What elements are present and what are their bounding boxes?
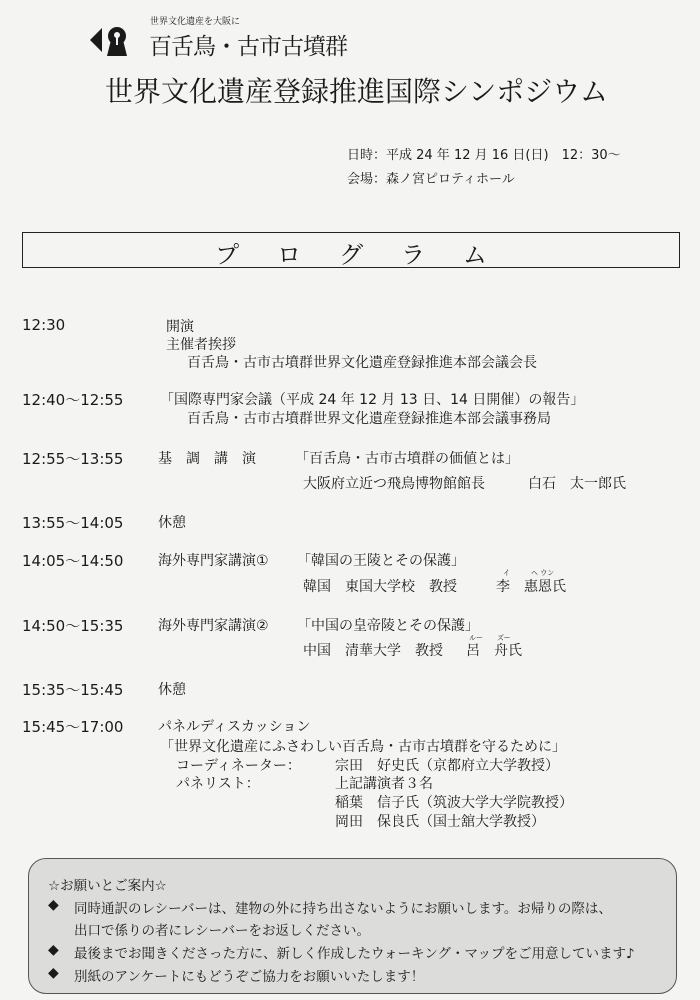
schedule-line: パネリスト： [176,776,260,792]
schedule-line: 百舌鳥・古市古墳群世界文化遺産登録推進本部会議会長 [187,355,537,371]
schedule-line: 開演 [166,319,194,335]
program-heading-box [22,232,680,268]
event-venue: 会場：森ノ宮ピロティホール [347,172,515,187]
schedule-label: 休憩 [158,682,186,698]
notice-item: 最後までお聞きくださった方に、新しく作成したウォーキング・マップをご用意しています♪ [74,946,635,962]
schedule-line: 主催者挨拶 [166,337,236,353]
speaker-name: 呂 舟氏 [466,643,522,659]
schedule-time: 13:55〜14:05 [22,514,124,532]
schedule-label: パネルディスカッション [158,719,311,735]
schedule-line: 韓国 東国大学校 教授 [303,579,457,595]
diamond-bullet-icon: ◆ [48,942,59,958]
page-title: 世界文化遺産登録推進国際シンポジウム [105,75,609,108]
schedule-time: 12:30 [22,316,66,334]
furigana: イ [503,569,510,577]
schedule-label: 海外専門家講演① [158,553,269,569]
schedule-label: 休憩 [158,515,186,531]
schedule-line: 稲葉 信子氏（筑波大学大学院教授） [335,795,573,811]
notice-item: 出口で係りの者にレシーバーをお返しください。 [74,923,370,939]
schedule-line: 「韓国の王陵とその保護」 [297,553,465,569]
speaker-name: 白石 太一郎氏 [528,476,626,492]
furigana: ズー [497,634,511,642]
schedule-time: 15:35〜15:45 [22,681,124,699]
schedule-line: 中国 清華大学 教授 [303,643,443,659]
diamond-bullet-icon: ◆ [48,965,59,981]
logo-keyhole-icon [90,22,134,58]
schedule-line: 宗田 好史氏（京都府立大学教授） [335,758,559,774]
notice-item: 別紙のアンケートにもどうぞご協力をお願いいたします！ [74,969,425,985]
logo-tagline: 世界文化遺産を大阪に [150,17,241,27]
furigana: ルー [469,634,483,642]
schedule-line: 上記講演者３名 [335,776,433,792]
furigana: ヘ ウン [531,569,555,577]
schedule-line: 「世界文化遺産にふさわしい百舌鳥・古市古墳群を守るために」 [160,739,566,755]
speaker-name: 李 惠恩氏 [496,579,566,595]
schedule-line: 「国際専門家会議（平成 24 年 12 月 13 日、14 日開催）の報告」 [160,392,585,408]
schedule-time: 15:45〜17:00 [22,718,124,736]
schedule-label: 基 調 講 演 [158,451,256,467]
schedule-time: 12:55〜13:55 [22,450,124,468]
logo-name: 百舌鳥・古市古墳群 [149,34,347,60]
schedule-line: コーディネーター： [176,758,301,774]
schedule-label: 海外専門家講演② [158,618,269,634]
program-heading: プログラム [215,241,525,269]
schedule-line: 「百舌鳥・古市古墳群の価値とは」 [295,451,519,467]
schedule-time: 14:50〜15:35 [22,617,124,635]
schedule-line: 岡田 保良氏（国士舘大学教授） [335,814,545,830]
schedule-line: 百舌鳥・古市古墳群世界文化遺産登録推進本部会議事務局 [187,411,551,427]
notice-heading: ☆お願いとご案内☆ [48,878,167,894]
schedule-line: 「中国の皇帝陵とその保護」 [297,618,479,634]
notice-item: 同時通訳のレシーバーは、建物の外に持ち出さないようにお願いします。お帰りの際は、 [74,901,612,917]
schedule-line: 大阪府立近つ飛鳥博物館館長 [303,476,485,492]
event-datetime: 日時：平成 24 年 12 月 16 日(日) 12：30〜 [347,148,621,163]
schedule-time: 12:40〜12:55 [22,391,124,409]
schedule-time: 14:05〜14:50 [22,552,124,570]
diamond-bullet-icon: ◆ [48,897,59,913]
